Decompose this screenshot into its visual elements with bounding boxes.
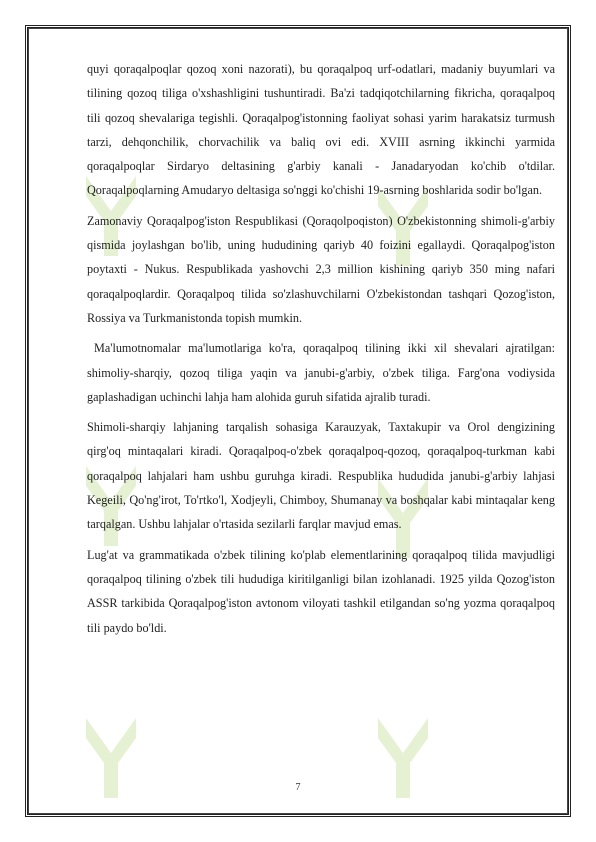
page-frame (25, 25, 571, 817)
paragraph: Shimoli-sharqiy lahjaning tarqalish sohasiga Karauzyak, Taxtakupir va Orol dengizining qirg'oq mintaqalari kiradi. Qoraqalpoq-o'zbek qoraqalpoq-qozoq, qoraqalpoq-turkman kabi qoraqalpoq lahjalari ham ushbu guruhga kiradi. Respublika hududida janubi-g'arbiy lahjasi Kegeili, Qo'ng'irot, To'rtko'l, Xodjeyli, Chimboy, Shumanay va boshqalar kabi mintaqalar keng tarqalgan. Ushbu lahjalar o'rtasida sezilarli farqlar mavjud emas. (87, 420, 555, 532)
paragraph: quyi qoraqalpoqlar qozoq xoni nazorati), bu qoraqalpoq urf-odatlari, madaniy buyumlari va tilining qozoq tiliga o'xshashligini tushuntiradi. Ba'zi tadqiqotchilarning fikricha, qoraqalpoq tili qozoq shevalariga tegishli. Qoraqalpog'istonning faoliyat sohasi yarim harakatsiz turmush tarzi, dehqonchilik, chorvachilik va baliq ovi edi. XVIII asrning ikkinchi yarmida qoraqalpoqlar Sirdaryo deltasining g'arbiy kanali - Janadaryodan ko'chib o'tdilar. Qoraqalpoqlarning Amudaryo deltasiga so'nggi ko'chishi 19-asrning boshlarida sodir bo'lgan. (87, 62, 555, 198)
watermark-logo-icon (368, 708, 438, 808)
paragraph: Lug'at va grammatikada o'zbek tilining ko'plab elementlarining qoraqalpoq tilida mavjudligi qoraqalpoq tilining o'zbek tili hududiga kiritilganligi bilan izohlanadi. 1925 yilda Qozog'iston ASSR tarkibida Qoraqalpog'iston avtonom viloyati tashkil etilgandan so'ng yozma qoraqalpoq tili paydo bo'ldi. (87, 547, 555, 635)
watermark-logo-icon (76, 708, 146, 808)
body-text (87, 57, 555, 646)
paragraph: Zamonaviy Qoraqalpog'iston Respublikasi (Qoraqolpoqiston) O'zbekistonning shimoli-g'arbiy qismida joylashgan bo'lib, uning hududining qariyb 40 foizini egallaydi. Qoraqalpog'iston poytaxti - Nukus. Respublikada yashovchi 2,3 million kishining qariyb 350 ming nafari qoraqalpoqlardir. Qoraqalpoq tilida so'zlashuvchilarni O'zbekistondan tashqari Qozog'iston, Rossiya va Turkmanistonda topish mumkin. (87, 213, 555, 325)
page-number: 7 (295, 782, 301, 793)
paragraph: Ma'lumotnomalar ma'lumotlariga ko'ra, qoraqalpoq tilining ikki xil shevalari ajratilgan: shimoliy-sharqiy, qozoq tiliga yaqin va janubi-g'arbiy, o'zbek tiliga. Farg'ona vodiysida gaplashadigan uchinchi lahja ham alohida guruh sifatida ajralib turadi. (87, 341, 555, 404)
